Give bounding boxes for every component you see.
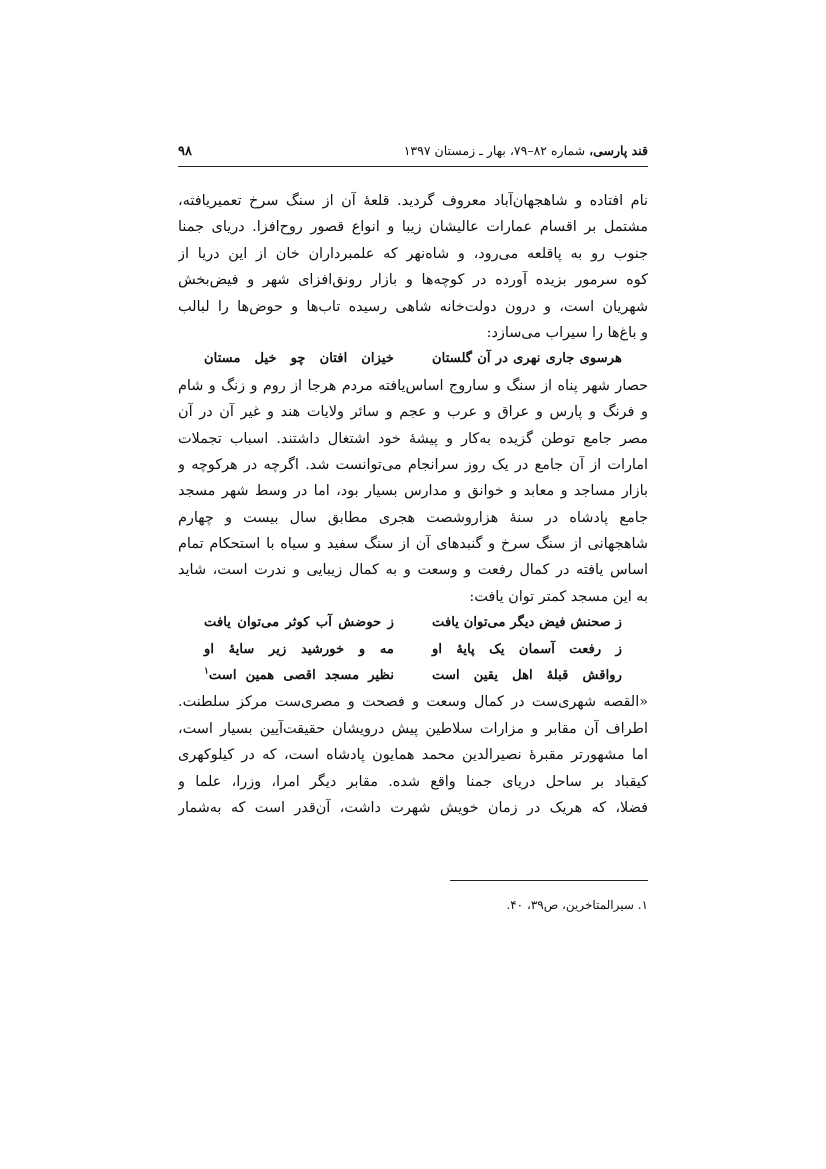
- paragraph-2: [178, 373, 648, 611]
- verse-hemistich-left: ز حوضش آب کوثر می‌توان یافت: [204, 615, 394, 631]
- text-line: و فرنگ و پارس و عراق و عرب و عجم و سائر ولایات هند و غیر آن در آن: [178, 404, 648, 421]
- text-line: نام افتاده و شاهجهان‌آباد معروف گردید. قلعهٔ آن از سنگ سرخ تعمیریافته،: [178, 193, 648, 209]
- text-line: امارات از آن جامع در یک روز سرانجام می‌توانست شد. اگرچه در هرکوچه و: [178, 456, 648, 473]
- text-line: جامع پادشاه در سنهٔ هزاروشصت هجری مطابق سال بیست و چهارم: [178, 509, 648, 526]
- verse-hemistich-left-with-note: [204, 663, 394, 689]
- page-number: ۹۸: [178, 144, 192, 159]
- verse-hemistich-left: مه و خورشید زیر سایهٔ او: [204, 641, 394, 657]
- header-rule: [178, 166, 648, 167]
- text-line: فضلا، که هریک در زمان خویش شهرت داشت، آن‌قدر است که به‌شمار: [178, 799, 648, 816]
- text-line: کوه سرمور بزیده آورده در کوچه‌ها و بازار رونق‌افزای شهر و فیض‌بخش: [178, 272, 648, 289]
- verse-couplet: [178, 610, 648, 636]
- footnote: ۱. سیرالمتاخرین، ص۳۹، ۴۰.: [506, 898, 648, 912]
- journal-citation: [404, 143, 648, 158]
- text-line: مصر جامع توطن گزیده به‌کار و پیشهٔ خود اشتغال داشتند. اسباب تجملات: [178, 430, 648, 447]
- text-line: بازار مساجد و معابد و خوانق و مدارس بسیار بود، اما در وسط شهر مسجد: [178, 483, 648, 500]
- journal-name: قند پارسی،: [589, 143, 648, 158]
- verse-block: [178, 610, 648, 689]
- verse-hemistich-right: ز صحنش فیض دیگر می‌توان یافت: [432, 615, 622, 631]
- text-line: مشتمل بر اقسام عمارات عالیشان زیبا و انواع قصور روح‌افزا. دریای جمنا: [178, 219, 648, 236]
- text-line: اطراف آن مقابر و مزارات سلاطین پیش درویشان حقیقت‌آیین بسیار است،: [178, 720, 648, 737]
- verse-hemistich-left: خیزان افتان چو خیل مستان: [204, 351, 394, 367]
- verse-couplet: [178, 346, 648, 372]
- verse-couplet: [178, 637, 648, 663]
- paragraph-3: [178, 689, 648, 821]
- text-line: اساس یافته در کمال رفعت و وسعت و به کمال زیبایی و ندرت است، شاید: [178, 562, 648, 579]
- verse-hemistich-left: نظیر مسجد اقصی همین است: [208, 668, 394, 684]
- body-text: [178, 188, 648, 821]
- verse-hemistich-right: ز رفعت آسمان یک پایهٔ او: [432, 641, 622, 657]
- footnote-rule: [450, 880, 648, 881]
- text-line: کیقباد بر ساحل دریای جمنا واقع شده. مقابر دیگر امرا، وزرا، علما و: [178, 773, 648, 790]
- text-line: جنوب رو به پاقلعه می‌رود، و شاه‌نهر که علمبرداران خان از این دریا از: [178, 245, 648, 262]
- text-line: حصار شهر پناه از سنگ و ساروج اساس‌یافته مردم هرجا از روم و زنگ و شام: [178, 377, 648, 394]
- footnote-marker[interactable]: ۱: [204, 666, 209, 677]
- text-line: شاهجهانی از سنگ سرخ و گنبدهای آن از سنگ سفید و سیاه با استحکام تمام: [178, 536, 648, 553]
- text-line: «القصه شهری‌ست در کمال وسعت و فصحت و مصری‌ست مرکز سلطنت.: [178, 694, 648, 711]
- paragraph-1: [178, 188, 648, 346]
- journal-issue: شماره ۸۲–۷۹، بهار ـ زمستان ۱۳۹۷: [403, 143, 590, 158]
- text-line: شهریان است، و درون دولت‌خانه شاهی رسیده تاب‌ها و حوض‌ها را لبالب: [178, 298, 648, 315]
- running-header: [178, 143, 648, 163]
- verse-hemistich-right: رواقش قبلهٔ اهل یقین است: [432, 668, 622, 684]
- text-line: به این مسجد کمتر توان یافت:: [469, 588, 648, 605]
- text-line: و باغ‌ها را سیراب می‌سازد:: [486, 324, 648, 341]
- verse-hemistich-right: هرسوی جاری نهری در آن گلستان: [432, 351, 622, 367]
- verse-couplet: [178, 663, 648, 689]
- text-line: اما مشهورتر مقبرهٔ نصیرالدین محمد همایون پادشاه است، که در کیلوکهری: [178, 747, 648, 764]
